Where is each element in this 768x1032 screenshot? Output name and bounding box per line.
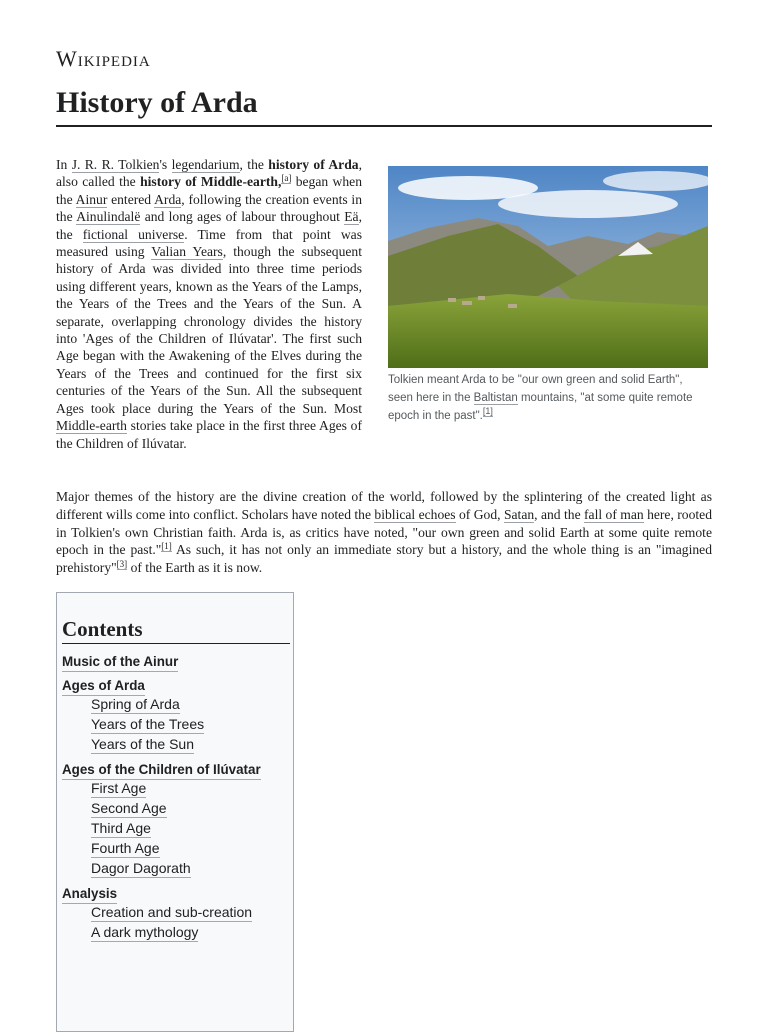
text-run: , the [56,209,362,242]
bold-term: , [277,174,282,190]
toc-item[interactable]: Ages of the Children of Ilúvatar [62,761,261,780]
text-run: , and the [534,506,585,522]
text-run: mountains, "at some quite remote epoch in the past". [388,392,693,422]
toc-item[interactable]: Spring of Arda [91,696,180,712]
citation-link[interactable]: [a] [281,172,292,183]
text-run: of God, [455,506,504,522]
text-run: , following the creation events in the [56,191,363,225]
figure-caption [388,368,708,425]
toc-item[interactable]: Dagor Dagorath [91,860,191,876]
wikipedia-wordmark[interactable]: Wikipedia [56,46,151,71]
citation-link[interactable]: [1] [161,540,172,551]
toc-item[interactable]: Years of the Trees [91,716,205,732]
text-run: , though the subsequent history of Arda was divided into three time periods using different years, known as the Years of the Lamps, the Years of the Trees and the Years of the Sun. A separate, overlapping chronology divides the history into 'Ages of the Children of Ilúvatar'. The first such Age began with the Awakening of the Elves during the Years of the Trees and continued for the first six centuries of the Years of the Sun. All the subsequent Ages took place during the Years of the Sun. Most [56,244,362,416]
toc-item[interactable]: Third Age [91,820,151,836]
text-run: . Time from that point was measured using [56,226,362,260]
toc-item[interactable]: A dark mythology [91,924,199,940]
citation-link[interactable]: [3] [116,558,128,569]
themes-paragraph [56,488,712,577]
toc-item[interactable]: Creation and sub-creation [91,904,253,920]
text-run: here, rooted in Tolkien's own Christian faith. Arda is, as critics have noted, "our own green and solid Earth at some quite remote epoch in the past." [56,506,712,558]
toc-item[interactable]: Years of the Sun [91,736,195,752]
text-run: As such, it has not only an immediate story but a history, and the whole thing is an "imagined prehistory" [56,542,712,576]
text-run: , also called the [56,157,362,190]
page-title: History of Arda [56,86,258,119]
table-of-contents [56,592,294,1032]
toc-item[interactable]: Music of the Ainur [62,653,178,672]
intro-paragraph [56,156,362,452]
text-run: stories take place in the first three Ages of the Children of Ilúvatar. [56,418,362,451]
article-link[interactable]: Arda [154,191,182,207]
toc-item[interactable]: Ages of Arda [62,677,145,696]
bold-term: history of Middle-earth [140,174,278,190]
title-underline [56,125,712,127]
article-link[interactable]: Ainulindalë [76,209,141,225]
article-link[interactable]: fictional universe [82,226,185,242]
text-run: Tolkien meant Arda to be "our own green and solid Earth", seen here in the [388,374,683,404]
article-link[interactable]: Baltistan [473,392,518,404]
article-link[interactable]: Eä [344,209,359,225]
article-link[interactable]: biblical echoes [374,506,456,522]
text-run: 's [159,157,172,172]
article-link[interactable]: legendarium [171,157,240,172]
toc-item[interactable]: Fourth Age [91,840,160,856]
article-link[interactable]: Ainur [75,191,108,207]
text-run: , the [239,157,269,172]
text-run: and long ages of labour throughout [140,209,345,225]
text-run: of the Earth as it is now. [127,560,263,576]
text-run: Major themes of the history are the divine creation of the world, followed by the splintering of the created light as different wills come into conflict. Scholars have noted the [56,489,712,522]
article-link[interactable]: J. R. R. Tolkien [71,157,160,172]
article-link[interactable]: fall of man [584,506,644,522]
toc-item[interactable]: Analysis [62,885,117,904]
bold-term: history of Arda [268,157,359,172]
text-run: In [56,157,72,172]
article-link[interactable]: Satan [503,506,535,522]
toc-item[interactable]: First Age [91,780,147,796]
landscape-photo[interactable] [388,166,708,368]
citation-link[interactable]: [1] [482,406,493,417]
text-run: began when the [56,174,363,207]
infobox-figure [388,166,708,425]
toc-item[interactable]: Second Age [91,800,167,816]
article-link[interactable]: Valian Years [151,244,223,260]
text-run: entered [107,191,155,207]
toc-title: Contents [62,617,290,644]
article-link[interactable]: Middle-earth [56,418,127,434]
